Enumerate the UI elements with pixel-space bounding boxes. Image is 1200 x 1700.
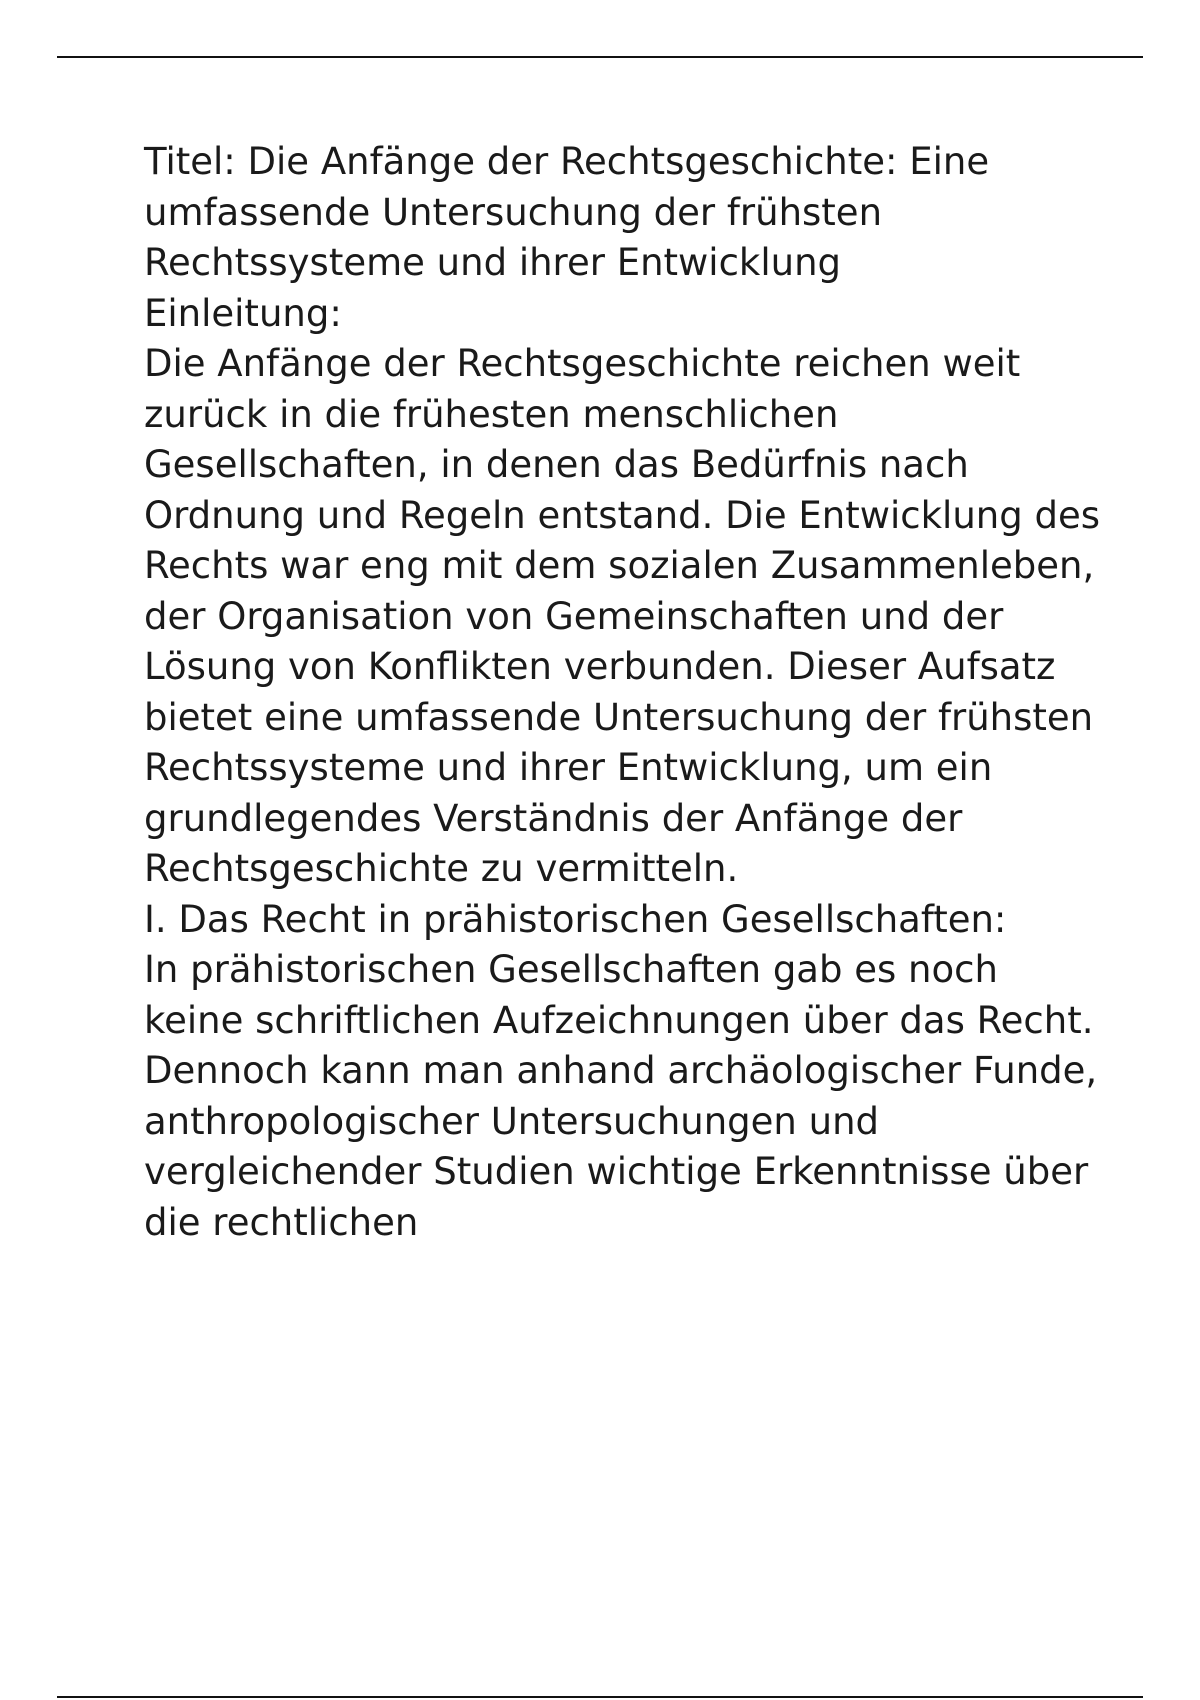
top-divider xyxy=(57,56,1143,58)
bottom-divider xyxy=(57,1696,1143,1698)
section-paragraph-prehistoric: In prähistorischen Gesellschaften gab es noch keine schriftlichen Aufzeichnungen über das Recht. Dennoch kann man anhand archäologischer Funde, anthropologischer Untersuchungen und vergleichender Studien wichtige Erkenntnisse über die rechtlichen xyxy=(144,948,1098,1244)
intro-paragraph: Die Anfänge der Rechtsgeschichte reichen weit zurück in die frühesten menschlichen Gesellschaften, in denen das Bedürfnis nach Ordnung und Regeln entstand. Die Entwicklung des Rechts war eng mit dem sozialen Zusammenleben, der Organisation von Gemeinschaften und der Lösung von Konflikten verbunden. Dieser Aufsatz bietet eine umfassende Untersuchung der frühsten Rechtssysteme und ihrer Entwicklung, um ein grundlegendes Verständnis der Anfänge der Rechtsgeschichte zu vermitteln. xyxy=(144,342,1101,890)
intro-heading: Einleitung: xyxy=(144,291,342,335)
document-body xyxy=(144,137,1104,1248)
section-heading-prehistoric: I. Das Recht in prähistorischen Gesellschaften: xyxy=(144,897,1007,941)
document-title: Titel: Die Anfänge der Rechtsgeschichte: Eine umfassende Untersuchung der frühsten Rechtssysteme und ihrer Entwicklung xyxy=(144,140,990,284)
